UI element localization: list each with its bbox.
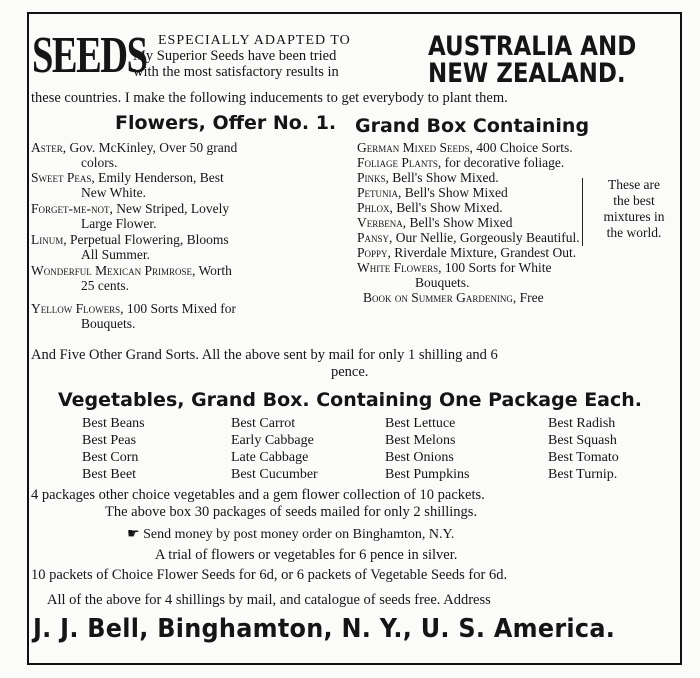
bracket-note: These are the best mixtures in the world.	[603, 177, 665, 240]
list-item: Phlox, Bell's Show Mixed.	[357, 200, 503, 215]
list-item: Best Lettuce	[385, 416, 456, 431]
list-item: Forget-me-not, New Striped, Lovely Large Flower.	[31, 201, 230, 231]
new-zealand-title: NEW ZEALAND.	[428, 58, 626, 89]
list-item: Best Corn	[82, 450, 139, 465]
vegetable-column-2	[231, 415, 318, 483]
list-item: Best Onions	[385, 450, 454, 465]
list-item: Linum, Perpetual Flowering, Blooms All Summer.	[31, 232, 229, 262]
list-item: Best Pumpkins	[385, 467, 470, 482]
flowers-closing-line-1: And Five Other Grand Sorts. All the above sent by mail for only 1 shilling and 6	[31, 347, 498, 363]
list-item: Poppy, Riverdale Mixture, Grandest Out.	[357, 245, 577, 260]
list-item: Aster, Gov. McKinley, Over 50 grand colors.	[31, 140, 238, 170]
flowers-closing-line-2: pence.	[331, 364, 369, 380]
seeds-title: SEEDS	[32, 27, 147, 84]
list-item: Best Radish	[548, 416, 616, 431]
list-item: Petunia, Bell's Show Mixed	[357, 185, 508, 200]
intro-text	[133, 48, 339, 80]
vegetables-line-2: The above box 30 packages of seeds mailed for only 2 shillings.	[105, 504, 478, 520]
signature-address: J. J. Bell, Binghamton, N. Y., U. S. America.	[33, 614, 616, 644]
list-item: Early Cabbage	[231, 433, 314, 448]
list-item: Verbena, Bell's Show Mixed	[357, 215, 513, 230]
all-offer: All of the above for 4 shillings by mail, and catalogue of seeds free. Address	[47, 592, 491, 608]
pointing-hand-icon: ☛	[127, 527, 144, 542]
list-item: Best Squash	[548, 433, 617, 448]
list-item: Late Cabbage	[231, 450, 309, 465]
especially-adapted: ESPECIALLY ADAPTED TO	[158, 33, 351, 48]
list-item: Yellow Flowers, 100 Sorts Mixed for Bouquets.	[31, 301, 236, 331]
grand-box-heading: Grand Box Containing	[355, 115, 590, 137]
list-item: Best Peas	[82, 433, 137, 448]
list-item: Best Turnip.	[548, 467, 618, 482]
money-line: ☛ Send money by post money order on Binghamton, N.Y.	[127, 527, 455, 542]
flowers-heading: Flowers, Offer No. 1.	[115, 112, 337, 134]
list-item: Best Beans	[82, 416, 145, 431]
vegetable-column-3	[385, 415, 469, 483]
vegetable-column-1	[82, 415, 145, 483]
bracket-line	[582, 178, 583, 246]
list-item: Foliage Plants, for decorative foliage.	[357, 155, 565, 170]
australia-title: AUSTRALIA AND	[428, 31, 637, 62]
list-item: Pansy, Our Nellie, Gorgeously Beautiful.	[357, 230, 580, 245]
vegetables-heading: Vegetables, Grand Box. Containing One Package Each.	[58, 389, 642, 411]
list-item: Best Tomato	[548, 450, 619, 465]
list-item: Bouquets.	[415, 275, 470, 290]
intro-line-2: with the most satisfactory results in	[133, 64, 339, 80]
flower-list-right	[357, 140, 580, 305]
list-item: Best Melons	[385, 433, 456, 448]
list-item: Sweet Peas, Emily Henderson, Best New White.	[31, 170, 224, 200]
list-item: Wonderful Mexican Primrose, Worth 25 cents.	[31, 263, 232, 293]
trial-offer: A trial of flowers or vegetables for 6 pence in silver.	[155, 547, 458, 563]
list-item: Best Cucumber	[231, 467, 318, 482]
vegetable-column-4	[548, 415, 619, 483]
list-item: Best Beet	[82, 467, 137, 482]
intro-line-3: these countries. I make the following inducements to get everybody to plant them.	[31, 90, 508, 106]
list-item: White Flowers, 100 Sorts for White	[357, 260, 552, 275]
packets-offer: 10 packets of Choice Flower Seeds for 6d, or 6 packets of Vegetable Seeds for 6d.	[31, 567, 508, 583]
list-item: Pinks, Bell's Show Mixed.	[357, 170, 499, 185]
list-item: Book on Summer Gardening, Free	[363, 290, 544, 305]
flower-list-left	[31, 140, 347, 331]
list-item: German Mixed Seeds, 400 Choice Sorts.	[357, 140, 573, 155]
list-item: Best Carrot	[231, 416, 296, 431]
intro-line-1: My Superior Seeds have been tried	[133, 48, 337, 64]
vegetables-line-1: 4 packages other choice vegetables and a gem flower collection of 10 packets.	[31, 487, 485, 503]
